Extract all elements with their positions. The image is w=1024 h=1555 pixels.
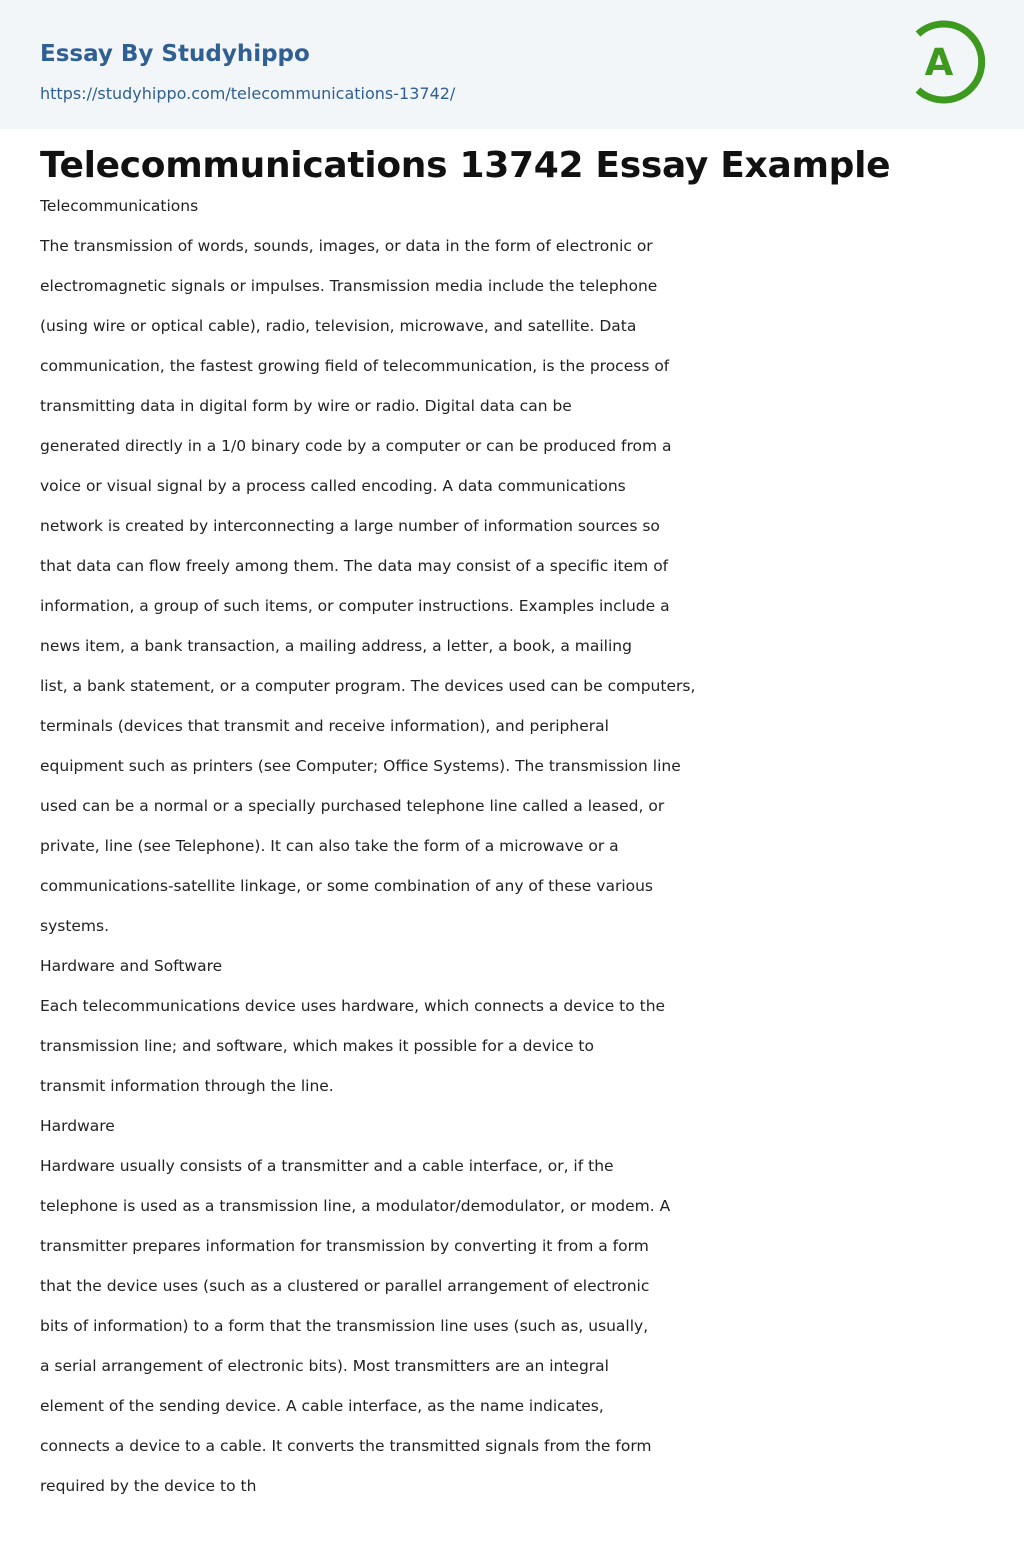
essay-line: telephone is used as a transmission line, a modulator/demodulator, or modem. A bbox=[40, 1197, 671, 1215]
essay-line: news item, a bank transaction, a mailing address, a letter, a book, a mailing bbox=[40, 637, 632, 655]
essay-line: used can be a normal or a specially purchased telephone line called a leased, or bbox=[40, 797, 665, 815]
essay-line: voice or visual signal by a process called encoding. A data communications bbox=[40, 477, 626, 495]
essay-content bbox=[40, 186, 760, 1506]
essay-line: that data can flow freely among them. The data may consist of a specific item of bbox=[40, 557, 669, 575]
essay-line: Hardware and Software bbox=[40, 957, 223, 975]
site-header bbox=[0, 0, 1024, 129]
brand-name[interactable]: Essay By Studyhippo bbox=[40, 41, 310, 67]
essay-line: (using wire or optical cable), radio, television, microwave, and satellite. Data bbox=[40, 317, 637, 335]
essay-line: transmitter prepares information for transmission by converting it from a form bbox=[40, 1237, 649, 1255]
essay-line: connects a device to a cable. It converts the transmitted signals from the form bbox=[40, 1437, 652, 1455]
essay-line: private, line (see Telephone). It can also take the form of a microwave or a bbox=[40, 837, 619, 855]
essay-line: electromagnetic signals or impulses. Transmission media include the telephone bbox=[40, 277, 658, 295]
page-title: Telecommunications 13742 Essay Example bbox=[40, 145, 891, 186]
essay-line: Each telecommunications device uses hardware, which connects a device to the bbox=[40, 997, 666, 1015]
essay-line: a serial arrangement of electronic bits). Most transmitters are an integral bbox=[40, 1357, 609, 1375]
essay-line: Hardware usually consists of a transmitter and a cable interface, or, if the bbox=[40, 1157, 614, 1175]
page-url-link[interactable]: https://studyhippo.com/telecommunications-13742/ bbox=[40, 84, 456, 103]
essay-line: communication, the fastest growing field of telecommunication, is the process of bbox=[40, 357, 670, 375]
essay-line: systems. bbox=[40, 917, 110, 935]
essay-line: element of the sending device. A cable interface, as the name indicates, bbox=[40, 1397, 604, 1415]
logo-letter: A bbox=[924, 41, 954, 84]
essay-line: information, a group of such items, or computer instructions. Examples include a bbox=[40, 597, 670, 615]
essay-line: The transmission of words, sounds, images, or data in the form of electronic or bbox=[40, 237, 653, 255]
essay-line: transmission line; and software, which makes it possible for a device to bbox=[40, 1037, 594, 1055]
essay-line: list, a bank statement, or a computer program. The devices used can be computers, bbox=[40, 677, 696, 695]
essay-line: Hardware bbox=[40, 1117, 115, 1135]
studyhippo-logo-icon[interactable] bbox=[908, 18, 988, 106]
essay-line: transmit information through the line. bbox=[40, 1077, 334, 1095]
essay-line: bits of information) to a form that the transmission line uses (such as, usually, bbox=[40, 1317, 649, 1335]
essay-line: communications-satellite linkage, or some combination of any of these various bbox=[40, 877, 654, 895]
essay-line: required by the device to th bbox=[40, 1477, 257, 1495]
essay-line: terminals (devices that transmit and receive information), and peripheral bbox=[40, 717, 609, 735]
essay-line: transmitting data in digital form by wire or radio. Digital data can be bbox=[40, 397, 572, 415]
essay-line: equipment such as printers (see Computer; Office Systems). The transmission line bbox=[40, 757, 681, 775]
essay-line: network is created by interconnecting a large number of information sources so bbox=[40, 517, 660, 535]
essay-line: generated directly in a 1/0 binary code by a computer or can be produced from a bbox=[40, 437, 672, 455]
essay-line: that the device uses (such as a clustered or parallel arrangement of electronic bbox=[40, 1277, 650, 1295]
essay-line: Telecommunications bbox=[40, 197, 199, 215]
